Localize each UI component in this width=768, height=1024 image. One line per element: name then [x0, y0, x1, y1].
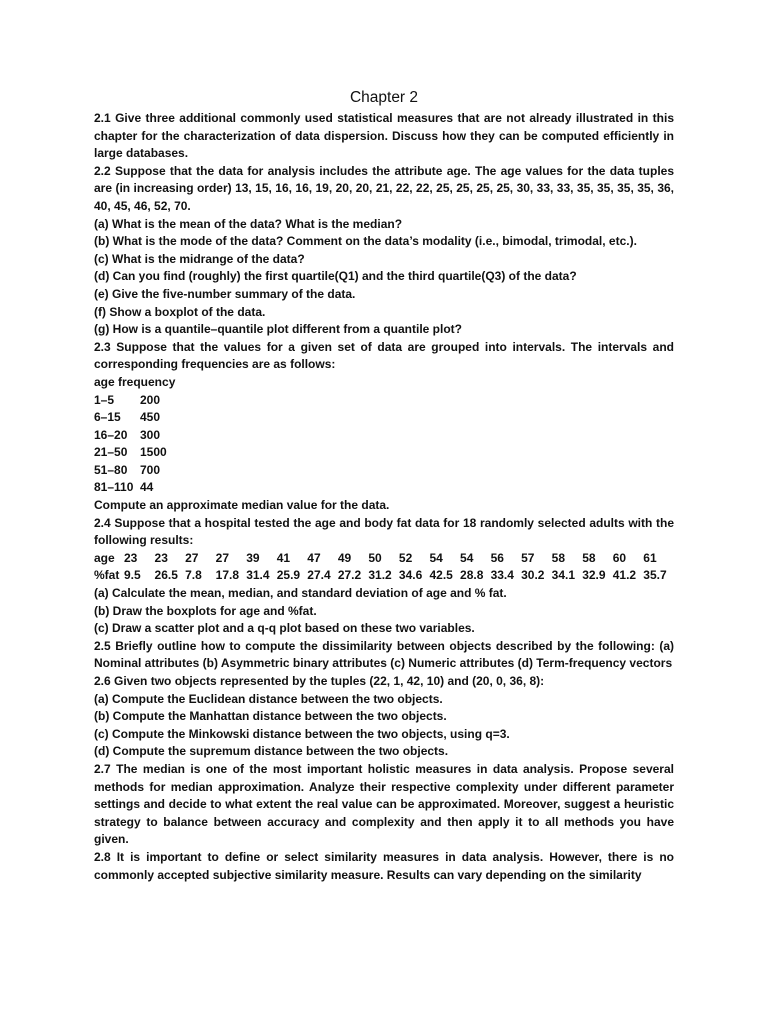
table-cell: 27: [185, 550, 199, 565]
age-fat-table: [94, 550, 674, 585]
fat-label: %fat: [94, 568, 120, 583]
question-2-2-part-d: (d) Can you find (roughly) the first quartile(Q1) and the third quartile(Q3) of the data?: [94, 269, 577, 284]
table-cell: 27: [215, 550, 229, 565]
fat-row: [94, 567, 674, 585]
frequency-table: [94, 392, 167, 498]
table-cell: 21–50: [94, 445, 128, 460]
question-2-4-part-b: (b) Draw the boxplots for age and %fat.: [94, 603, 317, 618]
question-2-5: 2.5 Briefly outline how to compute the dissimilarity between objects described by the following: (a) Nominal attributes (b) Asymmetric binary attributes (c) Numeric attributes (d) Term-frequency vectors: [94, 638, 674, 671]
table-cell: 1–5: [94, 392, 115, 407]
table-cell: 9.5: [124, 568, 141, 583]
table-row: [94, 444, 167, 462]
table-cell: 39: [246, 550, 260, 565]
table-cell: 58: [551, 550, 566, 565]
table-cell: 1500: [140, 445, 167, 460]
document-page: [94, 88, 674, 884]
table-cell: 7.8: [185, 568, 202, 583]
table-row: [94, 462, 167, 480]
table-cell: 450: [140, 410, 161, 425]
page-title: Chapter 2: [349, 89, 419, 106]
table-cell: 51–80: [94, 462, 128, 477]
question-2-2-part-a: (a) What is the mean of the data? What is the median?: [94, 216, 403, 231]
table-cell: 47: [307, 550, 321, 565]
table-cell: 49: [337, 550, 352, 565]
question-2-2-part-b: (b) What is the mode of the data? Comment on the data’s modality (i.e., bimodal, trimodal, etc.).: [94, 234, 637, 249]
table-cell: 60: [612, 550, 627, 565]
table-cell: 81–110: [94, 480, 134, 495]
table-cell: 52: [398, 550, 413, 565]
table-cell: 61: [643, 550, 657, 565]
question-2-4-part-c: (c) Draw a scatter plot and a q-q plot based on these two variables.: [94, 621, 475, 636]
question-2-2-part-e: (e) Give the five-number summary of the data.: [94, 286, 356, 301]
table-cell: 27.2: [337, 568, 362, 583]
question-2-4-part-a: (a) Calculate the mean, median, and standard deviation of age and % fat.: [94, 586, 507, 601]
table-cell: 35.7: [643, 568, 667, 583]
question-2-4: 2.4 Suppose that a hospital tested the age and body fat data for 18 randomly selected adults with the following results:: [94, 515, 674, 548]
table-cell: 17.8: [215, 568, 239, 583]
table-cell: 25.9: [276, 568, 301, 583]
table-cell: 23: [124, 550, 138, 565]
age-label: age: [94, 550, 115, 565]
table-row: [94, 479, 167, 497]
table-cell: 34.6: [398, 568, 423, 583]
question-2-6: 2.6 Given two objects represented by the tuples (22, 1, 42, 10) and (20, 0, 36, 8):: [94, 674, 545, 688]
table-cell: 33.4: [490, 568, 514, 583]
table-cell: 57: [521, 550, 535, 565]
question-2-2-part-c: (c) What is the midrange of the data?: [94, 251, 305, 266]
table-cell: 28.8: [460, 568, 484, 583]
table-cell: 34.1: [551, 568, 576, 583]
question-2-6-part-b: (b) Compute the Manhattan distance between the two objects.: [94, 709, 447, 724]
table-cell: 31.4: [246, 568, 270, 583]
question-2-2-part-g: (g) How is a quantile–quantile plot different from a quantile plot?: [94, 322, 463, 337]
question-2-7: 2.7 The median is one of the most important holistic measures in data analysis. Propose several methods for median approximation. Analyze their respective complexity under different parameter settings and decide to what extent the real value can be approximated. Moreover, suggest a heuristic strategy to balance between accuracy and complexity and then apply it to all methods you have given.: [94, 761, 674, 847]
table-cell: 41.2: [612, 568, 637, 583]
table-cell: 6–15: [94, 410, 121, 425]
table-cell: 23: [154, 550, 168, 565]
question-2-3-footer: Compute an approximate median value for the data.: [94, 498, 390, 513]
table-row: [94, 392, 167, 410]
table-cell: 54: [460, 550, 474, 565]
table-cell: 54: [429, 550, 443, 565]
question-2-2-part-f: (f) Show a boxplot of the data.: [94, 304, 266, 319]
table-cell: 56: [490, 550, 504, 565]
frequency-table-header: age frequency: [94, 374, 176, 389]
table-cell: 32.9: [582, 568, 606, 583]
question-2-8: 2.8 It is important to define or select similarity measures in data analysis. However, there is no commonly accepted subjective similarity measure. Results can vary depending on the similarity: [94, 849, 674, 882]
question-2-3: 2.3 Suppose that the values for a given set of data are grouped into intervals. The intervals and corresponding frequencies are as follows:: [94, 339, 674, 372]
table-cell: 58: [582, 550, 596, 565]
question-2-2: 2.2 Suppose that the data for analysis includes the attribute age. The age values for the data tuples are (in increasing order) 13, 15, 16, 16, 19, 20, 20, 21, 22, 22, 25, 25, 25, 25, 30, 33, 33, 35, 35, 35, 35, 36, 40, 45, 46, 52, 70.: [94, 163, 674, 213]
table-cell: 42.5: [429, 568, 453, 583]
table-cell: 30.2: [521, 568, 545, 583]
table-row: [94, 427, 167, 445]
table-cell: 41: [276, 550, 291, 565]
table-cell: 50: [368, 550, 382, 565]
table-cell: 27.4: [307, 568, 331, 583]
question-2-6-part-c: (c) Compute the Minkowski distance between the two objects, using q=3.: [94, 726, 510, 741]
question-2-6-part-a: (a) Compute the Euclidean distance between the two objects.: [94, 691, 443, 706]
question-2-6-part-d: (d) Compute the supremum distance between the two objects.: [94, 744, 449, 759]
table-cell: 16–20: [94, 427, 128, 442]
table-cell: 300: [140, 427, 161, 442]
question-2-1: 2.1 Give three additional commonly used statistical measures that are not already illustrated in this chapter for the characterization of data dispersion. Discuss how they can be computed efficiently in large databases.: [94, 111, 674, 161]
table-cell: 200: [140, 392, 161, 407]
table-cell: 700: [140, 462, 161, 477]
age-row: [94, 550, 674, 568]
table-cell: 44: [140, 480, 154, 495]
table-cell: 26.5: [154, 568, 178, 583]
table-row: [94, 409, 167, 427]
table-cell: 31.2: [368, 568, 392, 583]
